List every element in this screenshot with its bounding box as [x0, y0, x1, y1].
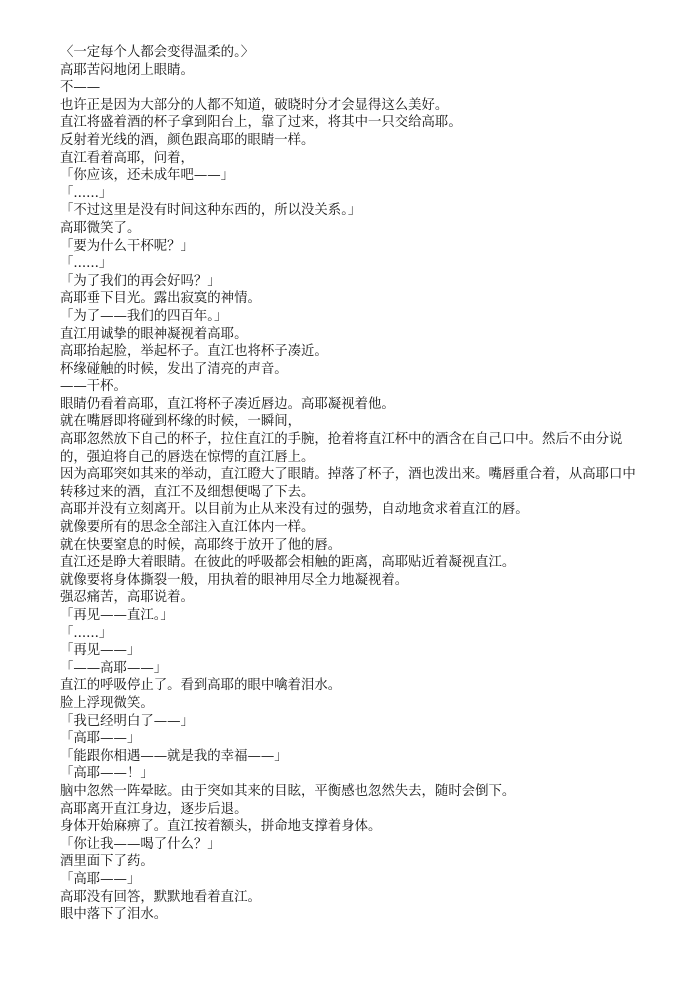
- text-line: 直江还是睁大着眼睛。在彼此的呼吸都会相触的距离，高耶贴近着凝视直江。: [60, 555, 516, 571]
- text-line: 高耶苦闷地闭上眼睛。: [60, 62, 194, 78]
- text-line: 身体开始麻痹了。直江按着额头，拼命地支撑着身体。: [60, 819, 382, 835]
- text-line: 「......」: [60, 185, 113, 201]
- text-line: 高耶微笑了。: [60, 220, 141, 236]
- text-line: 眼睛仍看着高耶，直江将杯子凑近唇边。高耶凝视着他。: [60, 396, 395, 412]
- text-line: 反射着光线的酒，颜色跟高耶的眼睛一样。: [60, 132, 315, 148]
- text-line: 高耶抬起脸，举起杯子。直江也将杯子凑近。: [60, 344, 328, 360]
- text-line: 脑中忽然一阵晕眩。由于突如其来的目眩，平衡感也忽然失去，随时会倒下。: [60, 783, 516, 799]
- document-body: [60, 44, 640, 924]
- text-line: 「......」: [60, 625, 113, 641]
- text-line: 也许正是因为大部分的人都不知道，破晓时分才会显得这么美好。: [60, 97, 449, 113]
- text-line: 酒里面下了药。: [60, 854, 154, 870]
- text-line: 「不过这里是没有时间这种东西的，所以没关系。」: [60, 203, 362, 219]
- text-line: 直江用诚挚的眼神凝视着高耶。: [60, 326, 248, 342]
- text-line: 高耶垂下目光。露出寂寞的神情。: [60, 291, 261, 307]
- text-line: 「再见——」: [60, 643, 141, 659]
- text-line: 直江的呼吸停止了。看到高耶的眼中噙着泪水。: [60, 678, 342, 694]
- text-line: 脸上浮现微笑。: [60, 695, 154, 711]
- text-line: 「再见——直江。」: [60, 608, 174, 623]
- text-line: 「你让我——喝了什么？」: [60, 836, 221, 852]
- text-line: 就在嘴唇即将碰到杯缘的时候，一瞬间，: [60, 414, 302, 430]
- text-line: 「为了我们的再会好吗？」: [60, 273, 221, 289]
- text-line: 强忍痛苦，高耶说着。: [60, 590, 194, 606]
- text-line: 高耶离开直江身边，逐步后退。: [60, 801, 248, 817]
- text-line: 「高耶——」: [60, 871, 141, 887]
- text-line: 因为高耶突如其来的举动，直江瞪大了眼睛。掉落了杯子，酒也泼出来。嘴唇重合着，从高耶口中转移过来的酒，直江不及细想便喝了下去。: [60, 467, 636, 500]
- text-line: 直江将盛着酒的杯子拿到阳台上，靠了过来，将其中一只交给高耶。: [60, 115, 462, 131]
- text-line: 〈一定每个人都会变得温柔的。〉: [60, 45, 255, 60]
- text-line: 就在快要窒息的时候，高耶终于放开了他的唇。: [60, 537, 342, 553]
- text-line: 直江看着高耶，问着，: [60, 150, 194, 166]
- text-line: 「高耶——」: [60, 731, 141, 747]
- text-line: 「高耶——！」: [60, 766, 154, 782]
- text-line: 「......」: [60, 256, 113, 272]
- text-line: 杯缘碰触的时候，发出了清亮的声音。: [60, 361, 288, 377]
- text-line: 高耶并没有立刻离开。以目前为止从来没有过的强势，自动地贪求着直江的唇。: [60, 502, 529, 518]
- text-line: 就像要所有的思念全部注入直江体内一样。: [60, 520, 315, 536]
- text-line: 就像要将身体撕裂一般，用执着的眼神用尽全力地凝视着。: [60, 572, 409, 588]
- text-line: 不——: [60, 80, 101, 96]
- text-line: 「——高耶——」: [60, 660, 168, 676]
- text-line: 「要为什么干杯呢？」: [60, 238, 194, 254]
- text-line: 「你应该，还未成年吧——」: [60, 168, 235, 184]
- text-line: 眼中落下了泪水。: [60, 907, 168, 923]
- text-line: 高耶忽然放下自己的杯子，拉住直江的手腕，抢着将直江杯中的酒含在自己口中。然后不由分说的，强迫将自己的唇迭在惊愕的直江唇上。: [60, 432, 623, 465]
- text-line: 「我已经明白了——」: [60, 713, 194, 729]
- text-line: ——干杯。: [60, 379, 127, 395]
- text-line: 「为了——我们的四百年。」: [60, 308, 228, 324]
- text-line: 高耶没有回答，默默地看着直江。: [60, 889, 261, 905]
- text-line: 「能跟你相遇——就是我的幸福——」: [60, 748, 288, 764]
